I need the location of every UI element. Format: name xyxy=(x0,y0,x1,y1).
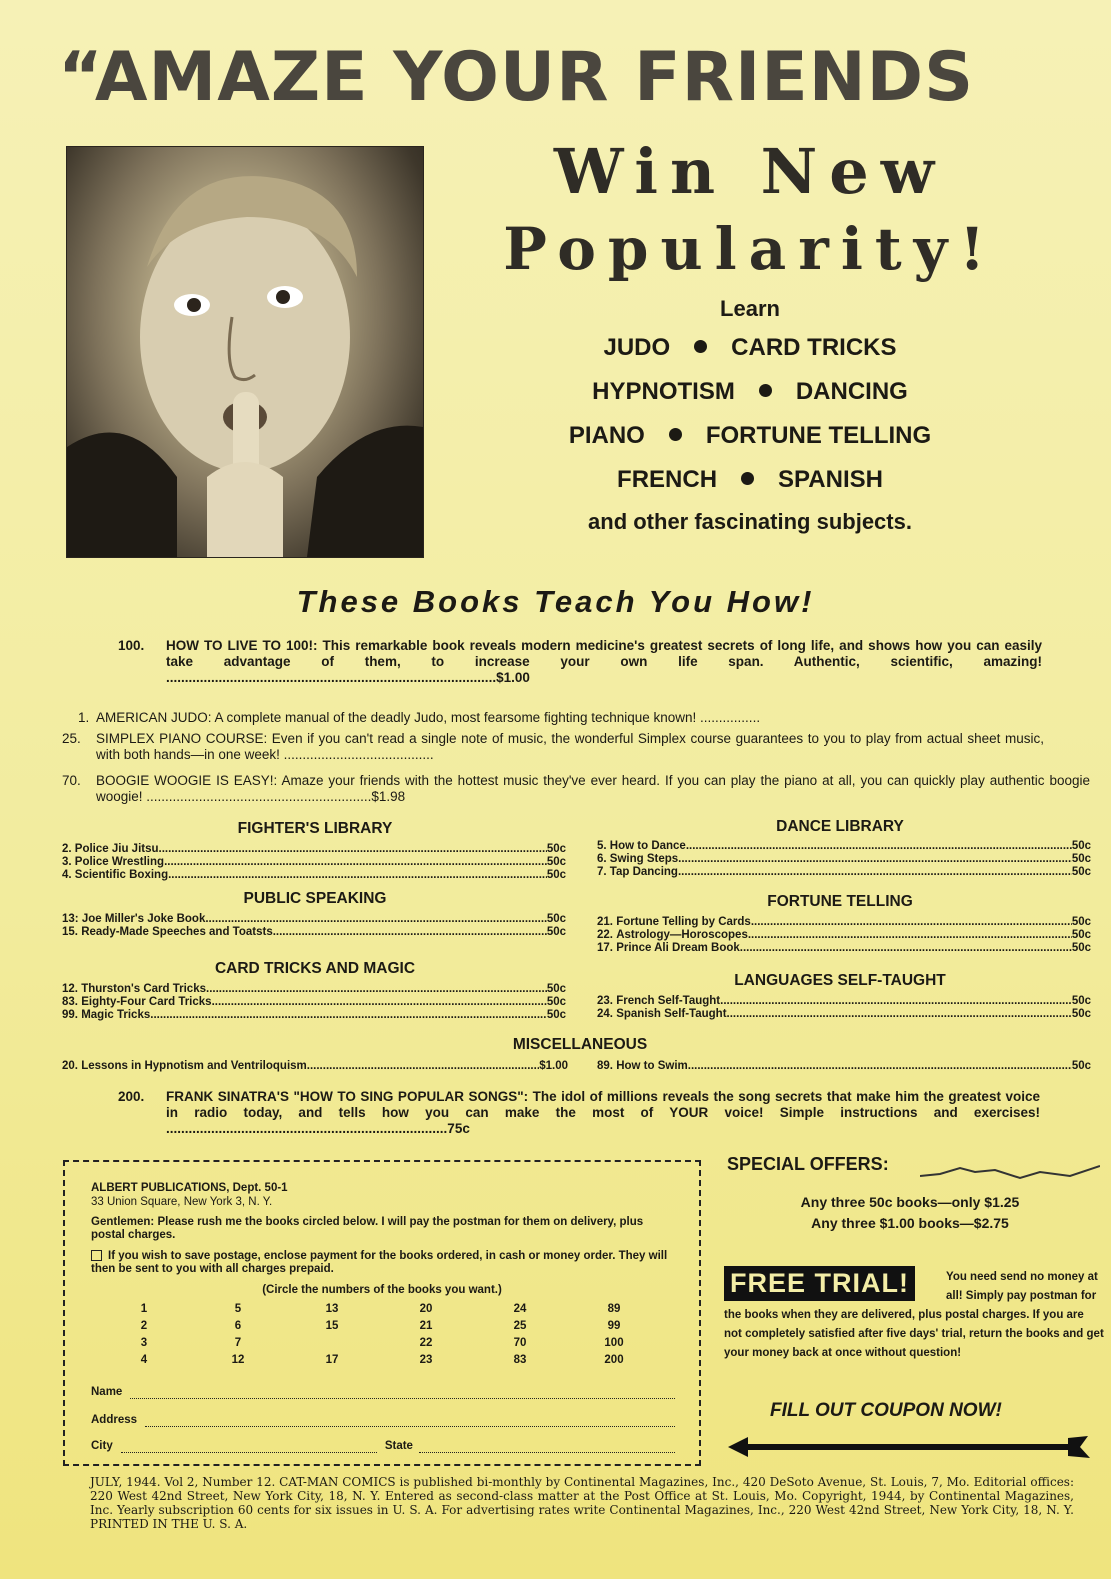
order-coupon xyxy=(63,1160,701,1466)
arrow-left-icon xyxy=(728,1432,1090,1462)
address-field[interactable] xyxy=(91,1414,675,1427)
grid-number[interactable]: 24 xyxy=(513,1302,527,1315)
list-item: 6. Swing Steps ..... 50c xyxy=(597,853,1091,866)
grid-number[interactable]: 3 xyxy=(140,1336,148,1349)
grid-number[interactable]: 70 xyxy=(513,1336,527,1349)
fill-out-coupon: FILL OUT COUPON NOW! xyxy=(770,1400,1002,1421)
library-title: PUBLIC SPEAKING xyxy=(243,890,387,907)
offer-line: Any three $1.00 books—$2.75 xyxy=(811,1215,1009,1231)
subject: DANCING xyxy=(795,378,908,405)
book-number-grid xyxy=(97,1300,661,1368)
list-item: 12. Thurston's Card Tricks ..... 50c xyxy=(62,983,566,996)
torn-edge-icon xyxy=(920,1160,1100,1190)
list-item: 22. Astrology—Horoscopes ..... 50c xyxy=(597,929,1091,942)
list-item: 23. French Self-Taught ..... 50c xyxy=(597,995,1091,1008)
library-list xyxy=(597,995,1091,1021)
subject-row xyxy=(540,414,960,458)
list-item: 89. How to Swim ..... 50c xyxy=(597,1060,1091,1073)
library-list xyxy=(62,913,566,939)
book-description: FRANK SINATRA'S "HOW TO SING POPULAR SONGS": The idol of millions reveals the song secrets that make him the greatest voice in radio today, and tells how you can make the most of YOUR voice! Simple instructions and exercises! ...........................................................................75c xyxy=(166,1089,1040,1136)
grid-number[interactable]: 4 xyxy=(140,1353,148,1366)
library-title: MISCELLANEOUS xyxy=(512,1036,648,1053)
list-item: 4. Scientific Boxing ..... 50c xyxy=(62,869,566,882)
city-state-field[interactable] xyxy=(91,1440,675,1453)
library-title: CARD TRICKS AND MAGIC xyxy=(214,960,416,977)
library-title: DANCE LIBRARY xyxy=(776,818,904,835)
bullet-icon xyxy=(694,340,707,353)
list-item: 99. Magic Tricks ..... 50c xyxy=(62,1009,566,1022)
subject: CARD TRICKS xyxy=(731,334,897,361)
book-number: 70. xyxy=(62,773,81,788)
address-label: Address xyxy=(91,1414,138,1426)
list-item: 24. Spanish Self-Taught ..... 50c xyxy=(597,1008,1091,1021)
featured-book xyxy=(78,710,1044,726)
misc-left xyxy=(62,1060,568,1073)
grid-number[interactable]: 20 xyxy=(419,1302,433,1315)
list-item: 83. Eighty-Four Card Tricks ..... 50c xyxy=(62,996,566,1009)
book-number: 200. xyxy=(118,1089,145,1104)
publisher-footer: JULY, 1944. Vol 2, Number 12. CAT-MAN COMICS is published bi-monthly by Continental Magazines, Inc., 420 DeSoto Avenue, St. Louis, 7, Mo. Editorial offices: 220 West 42nd Street, New York City, 18, N. Y. Entered as second-class matter at the Post Office at St. Louis, Mo. Copyright, 1944, by Continental Magazines, Inc. Yearly subscription 60 cents for six issues in U. S. A. For advertising rates write Continental Magazines, Inc., 220 West 42nd Street, New York City, 18, N. Y. PRINTED IN THE U. S. A. xyxy=(90,1475,1074,1531)
section-title: These Books Teach You How! xyxy=(296,584,815,619)
list-item: 2. Police Jiu Jitsu ..... 50c xyxy=(62,843,566,856)
subject: SPANISH xyxy=(778,466,883,493)
subject: JUDO xyxy=(603,334,671,361)
grid-number[interactable]: 17 xyxy=(325,1353,339,1366)
featured-book xyxy=(118,638,1042,686)
library-title: FIGHTER'S LIBRARY xyxy=(237,820,393,837)
misc-right xyxy=(597,1060,1091,1073)
subject-row xyxy=(540,370,960,414)
prepaid-checkbox[interactable] xyxy=(91,1250,102,1261)
other-subjects: and other fascinating subjects. xyxy=(588,509,912,534)
subject: FRENCH xyxy=(617,466,718,493)
coupon-intro: Gentlemen: Please rush me the books circled below. I will pay the postman for them on delivery, plus postal charges. xyxy=(91,1216,644,1241)
prepaid-option xyxy=(91,1250,675,1276)
library-list xyxy=(62,983,566,1022)
grid-number[interactable]: 83 xyxy=(513,1353,527,1366)
state-label: State xyxy=(384,1440,413,1452)
man-silhouette-icon xyxy=(67,147,423,557)
featured-book xyxy=(118,1089,1040,1137)
grid-number[interactable]: 6 xyxy=(234,1319,242,1332)
name-field[interactable] xyxy=(91,1386,675,1399)
grid-number[interactable] xyxy=(285,1334,379,1351)
subject: FORTUNE TELLING xyxy=(705,422,932,449)
subject-row xyxy=(540,458,960,502)
grid-number[interactable]: 21 xyxy=(419,1319,433,1332)
offer-line: Any three 50c books—only $1.25 xyxy=(800,1194,1020,1210)
learn-label: Learn xyxy=(720,296,780,321)
subject: PIANO xyxy=(568,422,645,449)
library-list xyxy=(597,840,1091,879)
list-item: 5. How to Dance ..... 50c xyxy=(597,840,1091,853)
book-number: 100. xyxy=(118,638,145,653)
grid-number[interactable]: 15 xyxy=(325,1319,339,1332)
library-title: LANGUAGES SELF-TAUGHT xyxy=(734,972,946,989)
grid-number[interactable]: 13 xyxy=(325,1302,339,1315)
company-name: ALBERT PUBLICATIONS, Dept. 50-1 xyxy=(91,1182,288,1194)
man-photo xyxy=(66,146,424,558)
win-popularity xyxy=(470,135,1030,283)
grid-number[interactable]: 1 xyxy=(140,1302,148,1315)
headline: “AMAZE YOUR FRIENDS xyxy=(58,38,975,117)
featured-book xyxy=(62,773,1090,805)
subject-row xyxy=(540,326,960,370)
list-item: 17. Prince Ali Dream Book ..... 50c xyxy=(597,942,1091,955)
library-list xyxy=(62,843,566,882)
bullet-icon xyxy=(759,384,772,397)
grid-number[interactable]: 5 xyxy=(234,1302,242,1315)
book-description: AMERICAN JUDO: A complete manual of the deadly Judo, most fearsome fighting technique known! ................ xyxy=(96,710,761,725)
offer-lines xyxy=(760,1192,1060,1234)
grid-number[interactable]: 200 xyxy=(604,1353,624,1366)
book-number: 25. xyxy=(62,731,81,746)
city-label: City xyxy=(91,1440,113,1452)
learn-block xyxy=(540,292,960,542)
free-trial-badge: FREE TRIAL! xyxy=(724,1266,915,1301)
grid-number[interactable]: 100 xyxy=(604,1336,624,1349)
list-item: 3. Police Wrestling ..... 50c xyxy=(62,856,566,869)
bullet-icon xyxy=(741,472,754,485)
bullet-icon xyxy=(669,428,682,441)
company-address: 33 Union Square, New York 3, N. Y. xyxy=(91,1196,273,1208)
free-trial-text: You need send no money at all! Simply pay postman for the books when they are delivered, plus postal charges. If you are not completely satisfied after five days' trial, return the books and get your money back at once without question! xyxy=(724,1271,1104,1359)
special-offers-title: SPECIAL OFFERS: xyxy=(727,1154,889,1174)
grid-number[interactable]: 7 xyxy=(234,1336,242,1349)
book-number: 1. xyxy=(78,710,90,725)
grid-number[interactable]: 2 xyxy=(140,1319,148,1332)
grid-number[interactable]: 99 xyxy=(607,1319,621,1332)
win-new-text: Win New xyxy=(553,135,947,208)
list-item: 15. Ready-Made Speeches and Toatsts ..... 50c xyxy=(62,926,566,939)
subject: HYPNOTISM xyxy=(592,378,735,405)
list-item: 20. Lessons in Hypnotism and Ventriloquism ..... $1.00 xyxy=(62,1060,568,1073)
library-title: FORTUNE TELLING xyxy=(767,893,913,910)
list-item: 7. Tap Dancing ..... 50c xyxy=(597,866,1091,879)
grid-number[interactable]: 25 xyxy=(513,1319,527,1332)
grid-number[interactable]: 89 xyxy=(607,1302,621,1315)
name-label: Name xyxy=(91,1386,123,1398)
list-item: 13: Joe Miller's Joke Book ..... 50c xyxy=(62,913,566,926)
book-description: HOW TO LIVE TO 100!: This remarkable book reveals modern medicine's greatest secrets of long life, and shows how you can easily take advantage of them, to increase your own life span. Authentic, scientific, amazing! ........................................................................................$1.00 xyxy=(166,638,1042,685)
library-list xyxy=(597,916,1091,955)
circle-instructions: (Circle the numbers of the books you want.) xyxy=(262,1284,502,1296)
book-description: SIMPLEX PIANO COURSE: Even if you can't read a single note of music, the wonderful Simplex course guarantees to you to play from actual sheet music, with both hands—in one week! ........................................ xyxy=(96,731,1044,762)
prepaid-text: If you wish to save postage, enclose payment for the books ordered, in cash or money order. They will then be sent to you with all charges prepaid. xyxy=(91,1250,668,1275)
popularity-text: Popularity! xyxy=(503,215,997,283)
featured-book xyxy=(62,731,1044,763)
grid-number[interactable]: 23 xyxy=(419,1353,433,1366)
grid-number[interactable]: 12 xyxy=(231,1353,245,1366)
book-description: BOOGIE WOOGIE IS EASY!: Amaze your friends with the hottest music they've ever heard. If you can play the piano at all, you can quickly play authentic boogie woogie! ............................................................$1.98 xyxy=(96,773,1090,804)
grid-number[interactable]: 22 xyxy=(419,1336,433,1349)
list-item: 21. Fortune Telling by Cards ..... 50c xyxy=(597,916,1091,929)
